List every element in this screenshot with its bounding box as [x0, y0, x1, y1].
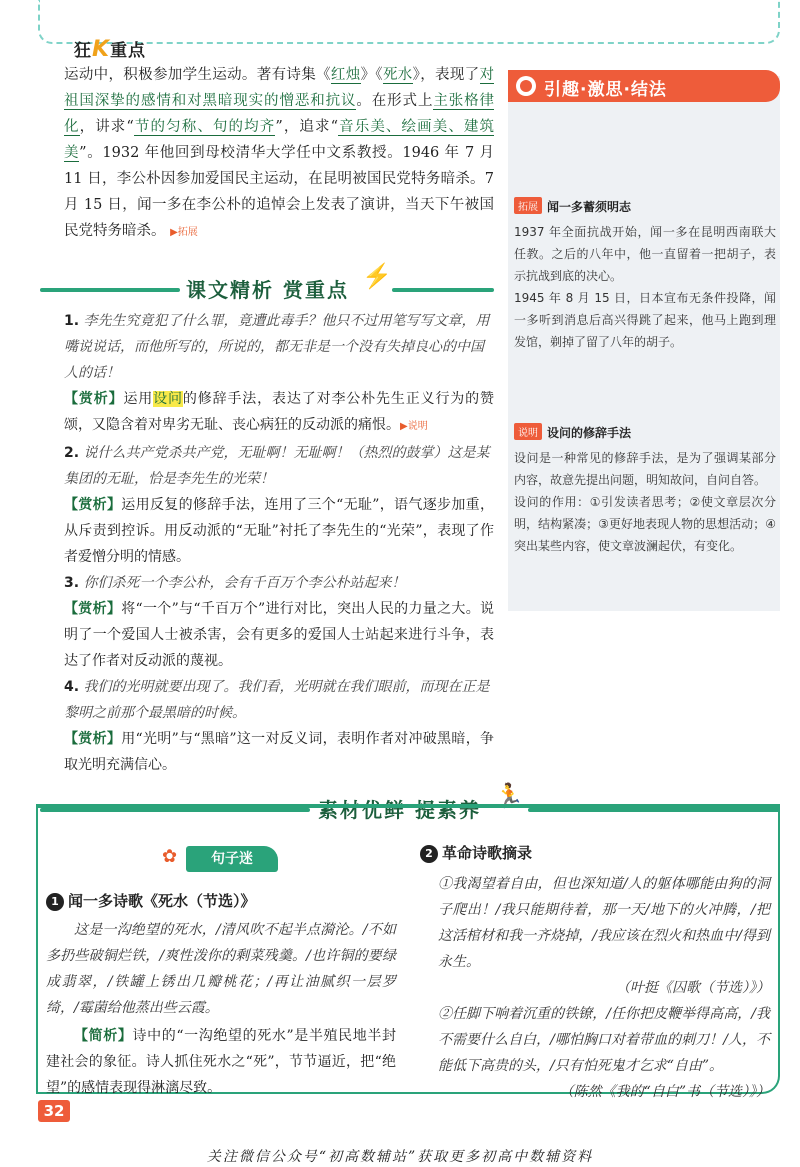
sidebar-banner: 引趣·激思·结法	[508, 70, 780, 102]
expand-tag[interactable]: ▶拓展	[170, 227, 198, 238]
page-number: 32	[38, 1100, 70, 1122]
material-left: 1 闻一多诗歌《死水（节选）》 这是一沟绝望的死水，/清风吹不起半点漪沦。/不如多扔些破铜烂铁，/爽性泼你的剩菜残羹。/也许铜的要绿成翡翠，/铁罐上锈出几瓣桃花；/再让油腻织一层罗绮，/霉菌给他蒸出些云霞。 【简析】诗中的“一沟绝望的死水”是半殖民地半封建社会的象征。诗人抓住死水之“死”，节节逼近，把“绝望”的感情表现得淋漓尽致。	[46, 890, 396, 1101]
poem-prisoner: ①我渴望着自由，但也深知道/人的躯体哪能由狗的洞子爬出！/我只能期待着，那一天/地下的火冲腾，/把这活棺材和我一齐烧掉，/我应该在烈火和热血中/得到永生。 （叶挺《囚歌（节选）》）	[438, 876, 770, 996]
analysis-item: 2. 说什么共产党杀共产党，无耻啊！无耻啊！（热烈的鼓掌）这是某集团的无耻，恰是李先生的光荣！ 【赏析】运用反复的修辞手法，连用了三个“无耻”，语气逐步加重，从斥责到控诉。用反动派的“无耻”衬托了李先生的“光荣”，表现了作者爱憎分明的情感。	[64, 445, 494, 565]
section-title-analysis: 课文精析 赏重点	[186, 278, 349, 302]
analysis-item: 1. 李先生究竟犯了什么罪，竟遭此毒手？他只不过用笔写写文章，用嘴说说话，而他所写的，所说的，都无非是一个没有失掉良心的中国人的话！ 【赏析】运用设问的修辞手法，表达了对李公朴先生正义行为的赞颂，又隐含着对卑劣无耻、丧心病狂的反动派的痛恨。▶说明	[64, 313, 495, 433]
section-line-left	[40, 288, 180, 292]
sidebar-block-expand: 拓展 闻一多蓄须明志 1937 年全面抗战开始，闻一多在昆明西南联大任教。之后的八年中，他一直留着一把胡子，表示抗战到底的决心。 1945 年 8 月 15 日，日本宣布无条件投降，闻一多听到消息后高兴得跳了起来，他马上跑到理发馆，剃掉了留了八年的胡子。	[514, 196, 776, 353]
analysis-list	[64, 308, 494, 778]
page-top-frame	[38, 0, 780, 44]
face-icon	[516, 76, 536, 96]
section-title-material: 素材优鲜 提素养	[318, 798, 481, 822]
brand-logo: 狂K重点	[74, 37, 147, 62]
poem-confession: ②任脚下响着沉重的铁镣，/任你把皮鞭举得高高，/我不需要什么自白，/哪怕胸口对着带血的刺刀！/人，不能低下高贵的头，/只有怕死鬼才乞求“自由”。 （陈然《我的“自白”书（节选）》）	[438, 1006, 770, 1100]
item-quote: 李先生究竟犯了什么罪，竟遭此毒手？他只不过用笔写写文章，用嘴说说话，而他所写的，所说的，都无非是一个没有失掉良心的中国人的话！	[64, 313, 490, 381]
explain-tag[interactable]: ▶说明	[400, 421, 428, 432]
expand-badge: 拓展	[514, 197, 542, 214]
sidebar-block-explain: 说明 设问的修辞手法 设问是一种常见的修辞手法，是为了强调某部分内容，故意先提出问题，明知故问，自问自答。 设问的作用：①引发读者思考；②使文章层次分明，结构紧凑；③更好地表现人物的思想活动；④突出某些内容，使文章波澜起伏，有变化。	[514, 422, 776, 557]
analysis-item: 4. 我们的光明就要出现了。我们看，光明就在我们眼前，而现在正是黎明之前那个最黑暗的时候。 【赏析】用“光明”与“黑暗”这一对反义词，表明作者对冲破黑暗，争取光明充满信心。	[64, 679, 494, 773]
section-line-right	[392, 288, 494, 292]
item-number: 1.	[64, 313, 80, 329]
lightning-icon: ⚡	[362, 262, 392, 290]
material-right: 2 革命诗歌摘录 ①我渴望着自由，但也深知道/人的躯体哪能由狗的洞子爬出！/我只能期待着，那一天/地下的火冲腾，/把这活棺材和我一齐烧掉，/我应该在烈火和热血中/得到永生。 （叶挺《囚歌（节选）》） ②任脚下响着沉重的铁镣，/任你把皮鞭举得高高，/我不需要什么自白，/哪怕胸口对着带血的刺刀！/人，不能低下高贵的头，/只有怕死鬼才乞求“自由”。 （陈然《我的“自白”书（节选）》）	[420, 842, 770, 1105]
brief-analysis: 【简析】诗中的“一沟绝望的死水”是半殖民地半封建社会的象征。诗人抓住死水之“死”，节节逼近，把“绝望”的感情表现得淋漓尽致。	[46, 1028, 396, 1096]
poem-excerpt: 这是一沟绝望的死水，/清风吹不起半点漪沦。/不如多扔些破铜烂铁，/爽性泼你的剩菜残羹。/也许铜的要绿成翡翠，/铁罐上锈出几瓣桃花；/再让油腻织一层罗绮，/霉菌给他蒸出些云霞。	[46, 922, 396, 1016]
sentence-pill: 句子迷	[186, 846, 278, 872]
runner-icon: 🏃	[494, 782, 524, 810]
footer-note: 关注微信公众号“初高数辅站”获取更多初高中数辅资料	[206, 1149, 594, 1165]
analysis-item: 3. 你们杀死一个李公朴，会有千百万个李公朴站起来！ 【赏析】将“一个”与“千百万个”进行对比，突出人民的力量之大。说明了一个爱国人士被杀害，会有更多的爱国人士站起来进行斗争，表达了作者对反动派的蔑视。	[64, 575, 494, 669]
explain-badge: 说明	[514, 423, 542, 440]
intro-paragraph: 运动中，积极参加学生运动。著有诗集《红烛》《死水》，表现了对祖国深挚的感情和对黑暗现实的憎恶和抗议。在形式上主张格律化，讲求“节的匀称、句的均齐”，追求“音乐美、绘画美、建筑美”。1932 年他回到母校清华大学任中文系教授。1946 年 7 月 11 日，李公朴因参加爱国民主运动，在昆明被国民党特务暗杀。7 月 15 日，闻一多在李公朴的追悼会上发表了演讲，当天下午被国民党特务暗杀。 ▶拓展	[64, 67, 495, 239]
tree-icon: ✿	[162, 846, 178, 867]
